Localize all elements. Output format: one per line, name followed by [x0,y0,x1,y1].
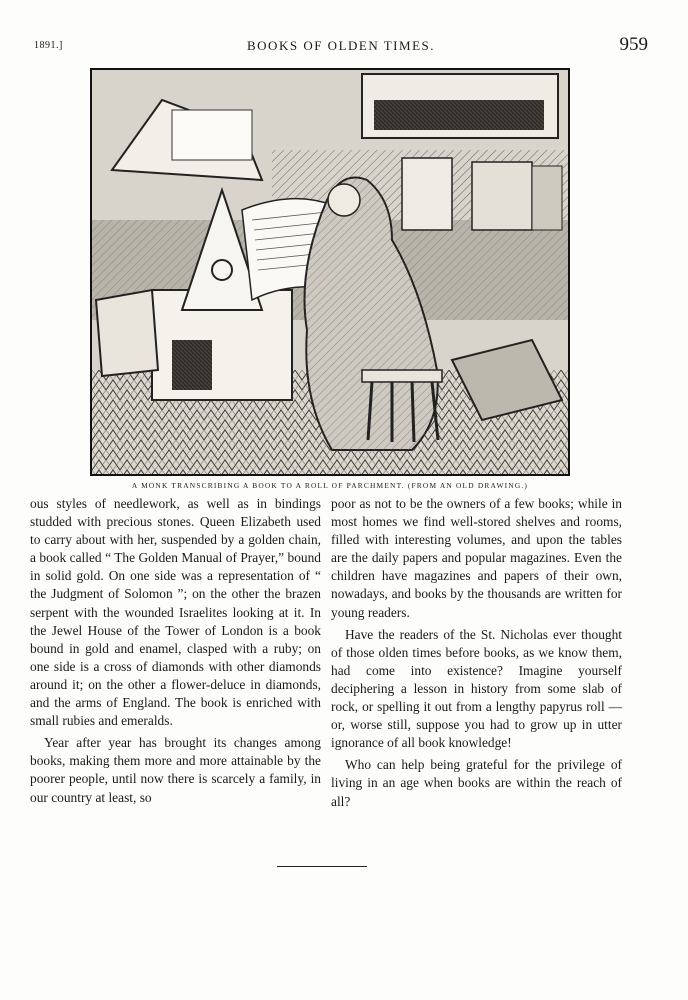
paragraph: Who can help being grateful for the privilege of living in an age when books are within the reach of all? [331,757,622,809]
header-year: 1891.] [34,40,63,51]
paragraph: Have the readers of the St. Nicholas ever thought of those olden times before books, as we know them, had come into existence? Imagine yourself deciphering a lesson in history from some slab of rock, or spelling it out from a lengthy papyrus roll — or, worse still, suppose you had to grow up in utter ignorance of all book knowledge! [331,626,622,751]
engraving-image [92,70,568,474]
monk-illustration [90,68,570,476]
paragraph: Year after year has brought its changes among books, making them more and more attainable by the poorer people, until now there is scarcely a family, in our country at least, so [30,735,321,805]
header-title: BOOKS OF OLDEN TIMES. [247,38,435,53]
text-column-left [30,495,321,807]
section-divider [277,866,367,867]
running-header [34,36,648,60]
page-number: 959 [619,34,648,55]
figure-caption: A MONK TRANSCRIBING A BOOK TO A ROLL OF PARCHMENT. (FROM AN OLD DRAWING.) [131,481,529,490]
paragraph: poor as not to be the owners of a few books; while in most homes we find well-stored shelves and rooms, filled with interesting volumes, and upon the tables are the daily papers and popular magazines. Even the children have magazines and papers of their own, nowadays, and books by the thousands are written for young readers. [331,496,622,620]
paragraph: ous styles of needlework, as well as in bindings studded with precious stones. Queen Elizabeth used to carry about with her, suspended by a golden chain, a book called “ The Golden Manual of Prayer,” bound in solid gold. On one side was a representation of “ the Judgment of Solomon ”; on the other the brazen serpent with the wounded Israelites looking at it. In the Jewel House of the Tower of London is a book bound in gold and enamel, clasped with a ruby; on one side is a cross of diamonds with other diamonds around it; on the other a flower-deluce in diamonds, and the arms of England. The book is enriched with small rubies and emeralds. [30,496,321,729]
text-column-right [331,495,622,811]
